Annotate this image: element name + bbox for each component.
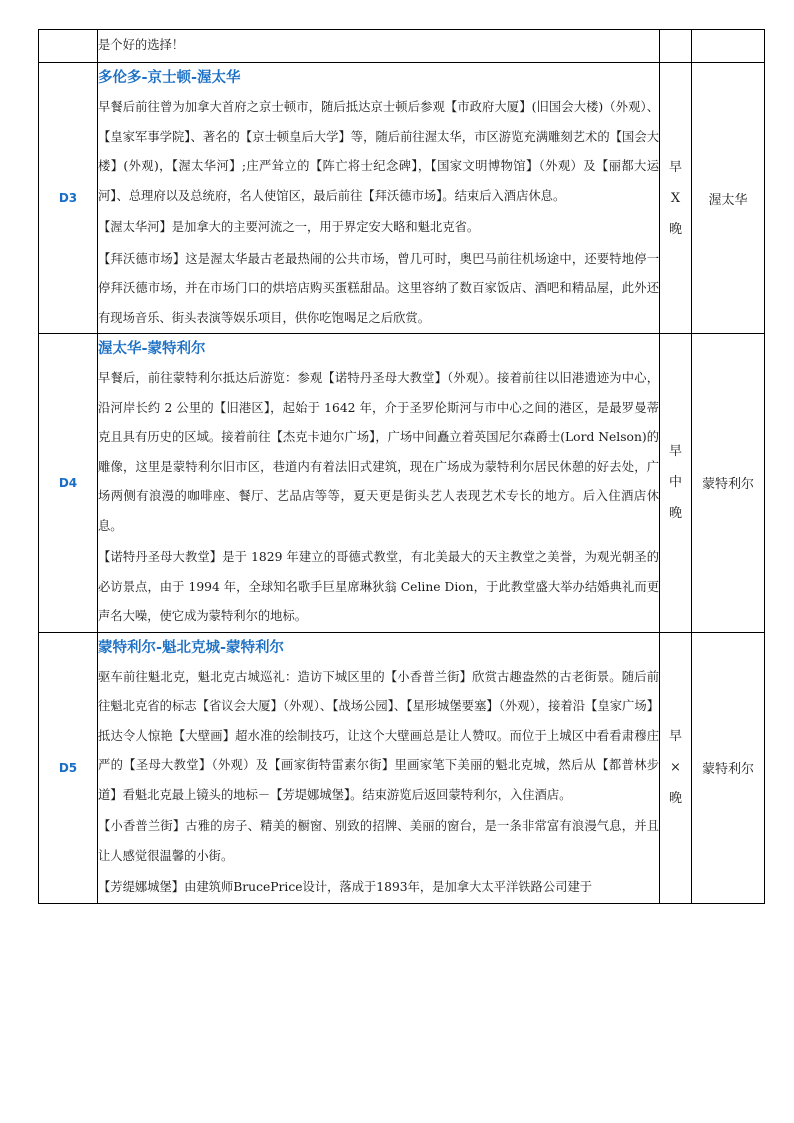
description-cell [98, 63, 660, 334]
description-paragraph: 早餐后前往曾为加拿大首府之京士顿市，随后抵达京士顿后参观【市政府大厦】(旧国会大楼)（外观）、【皇家军事学院】、著名的【京士顿皇后大学】等，随后前往渥太华，市区游览充满雕刻艺术的【国会大楼】(外观)，【渥太华河】;庄严耸立的【阵亡将士纪念碑】，【国家文明博物馆】（外观）及【丽都大运河】、总理府以及总统府，名人使馆区，最后前往【拜沃德市场】。结束后入酒店休息。 [98, 100, 659, 203]
description-paragraph: 【芳缇娜城堡】由建筑师BrucePrice设计，落成于1893年，是加拿大太平洋铁路公司建于 [98, 880, 593, 894]
route-title: 蒙特利尔-魁北克城-蒙特利尔 [98, 639, 285, 656]
description-paragraph: 早餐后，前往蒙特利尔抵达后游览：参观【诺特丹圣母大教堂】（外观）。接着前往以旧港遗迹为中心，沿河岸长约 2 公里的【旧港区】，起始于 1642 年，介于圣罗伦斯河与市中心之间的港区，是最罗曼蒂克且具有历史的区域。接着前往【杰克卡迪尔广场】，广场中间矗立着英国尼尔森爵士(Lord Nelson)的雕像，这里是蒙特利尔旧市区，巷道内有着法旧式建筑，现在广场成为蒙特利尔居民休憩的好去处，广场两侧有浪漫的咖啡座、餐厅、艺品店等等，夏天更是街头艺人表现艺术专长的地方。后入住酒店休息。 [98, 371, 659, 533]
description-paragraph: 【诺特丹圣母大教堂】是于 1829 年建立的哥德式教堂，有北美最大的天主教堂之美誉，为观光朝圣的必访景点，由于 1994 年，全球知名歌手巨星席琳狄翁 Celine Dion，于此教堂盛大举办结婚典礼而更声名大噪，使它成为蒙特利尔的地标。 [98, 550, 659, 623]
table-row [39, 334, 765, 633]
description-cell [98, 632, 660, 903]
dinner-meal: 晚 [668, 506, 682, 522]
description-paragraph: 【小香普兰街】古雅的房子、精美的橱窗、别致的招牌、美丽的窗台，是一条非常富有浪漫气息，并且让人感觉很温馨的小街。 [98, 819, 659, 863]
description-cell [98, 30, 660, 63]
meals-cell [660, 30, 692, 63]
breakfast-meal: 早 [668, 729, 682, 744]
meals-cell [660, 334, 692, 633]
breakfast-meal: 早 [668, 159, 682, 175]
meals-cell [660, 63, 692, 334]
route-title: 多伦多-京士顿-渥太华 [98, 70, 241, 86]
description-paragraph: 【拜沃德市场】这是渥太华最古老最热闹的公共市场，曾几可时，奥巴马前往机场途中，还要特地停一停拜沃德市场，并在市场门口的烘培店购买蛋糕甜品。这里容纳了数百家饭店、酒吧和精品屋，此外还有现场音乐、街头表演等娱乐项目，供你吃饱喝足之后欣赏。 [98, 251, 659, 325]
hotel-cell: 蒙特利尔 [692, 632, 765, 903]
day-cell [39, 30, 98, 63]
lunch-meal: 中 [668, 475, 682, 491]
day-cell: D3 [39, 63, 98, 334]
itinerary-table [38, 29, 765, 904]
table-row [39, 63, 765, 334]
description-paragraph: 【渥太华河】是加拿大的主要河流之一，用于界定安大略和魁北克省。 [98, 220, 480, 234]
table-row [39, 632, 765, 903]
dinner-meal: 晚 [668, 791, 682, 806]
day-cell: D4 [39, 334, 98, 633]
route-title: 渥太华-蒙特利尔 [98, 341, 206, 357]
hotel-cell [692, 30, 765, 63]
description-paragraph: 是个好的选择！ [98, 38, 185, 52]
lunch-meal: X [670, 190, 681, 206]
hotel-cell: 蒙特利尔 [692, 334, 765, 633]
description-paragraph: 驱车前往魁北克，魁北克古城巡礼：造访下城区里的【小香普兰街】欣赏古趣盎然的古老街景。随后前往魁北克省的标志【省议会大厦】（外观）、【战场公园】、【星形城堡要塞】（外观），接着沿【皇家广场】抵达令人惊艳【大壁画】超水准的绘制技巧，让这个大壁画总是让人赞叹。而位于上城区中看看肃穆庄严的【圣母大教堂】（外观）及【画家街特雷素尔街】里画家笔下美丽的魁北克城，然后从【都普林步道】看魁北克最上镜头的地标－【芳堤娜城堡】。结束游览后返回蒙特利尔，入住酒店。 [98, 669, 659, 802]
day-cell: D5 [39, 632, 98, 903]
description-cell [98, 334, 660, 633]
table-row [39, 30, 765, 63]
meals-cell [660, 632, 692, 903]
lunch-meal: × [670, 760, 681, 775]
dinner-meal: 晚 [668, 221, 682, 237]
breakfast-meal: 早 [668, 444, 682, 460]
hotel-cell: 渥太华 [692, 63, 765, 334]
